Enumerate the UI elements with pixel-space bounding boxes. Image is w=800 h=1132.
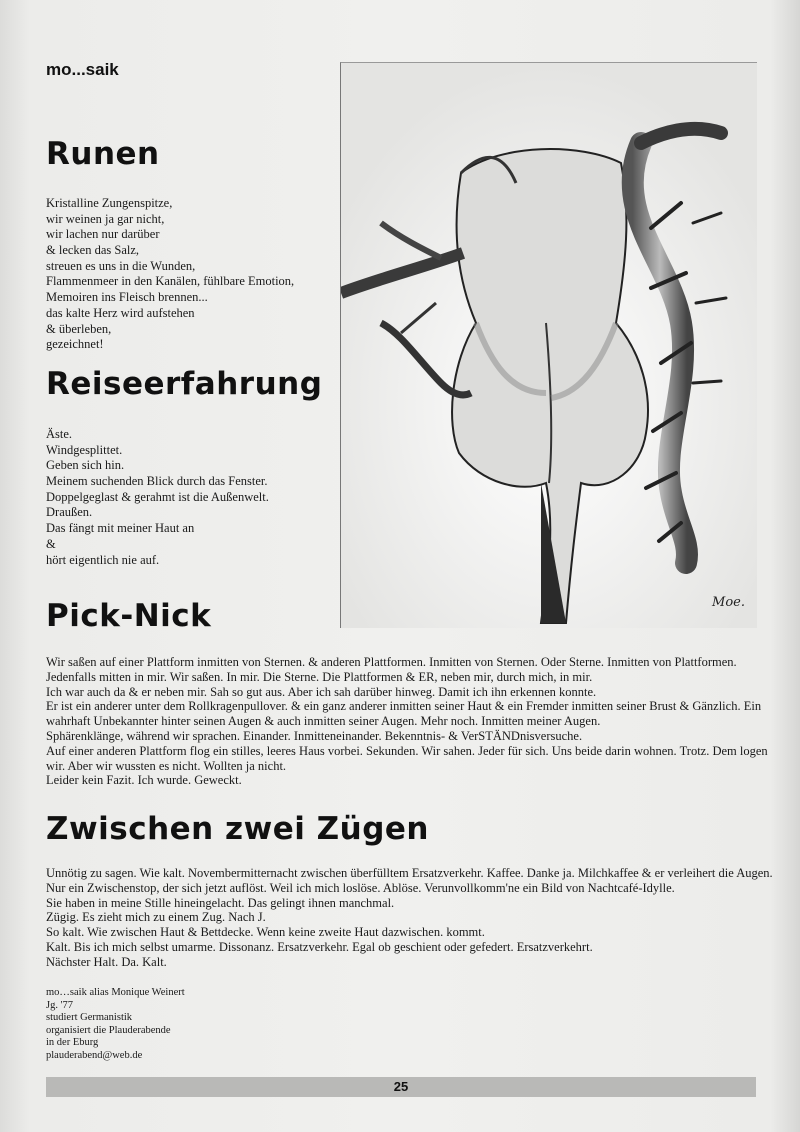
prose-line: Jedenfalls mitten in mir. Wir saßen. In mir. Die Sterne. Die Plattformen & ER, neben mir, durch mich, in mir.	[46, 669, 593, 684]
pencil-drawing-figure	[340, 62, 757, 628]
poem-line: Äste.	[46, 427, 73, 441]
prose-line: Kalt. Bis ich mich selbst umarme. Dissonanz. Ersatzverkehr. Egal ob geschient oder gefedert. Ersatzverkehrt.	[46, 939, 593, 954]
prose-line: So kalt. Wie zwischen Haut & Bettdecke. Wenn keine zweite Haut dazwischen. kommt.	[46, 925, 485, 940]
bio-line: in der Eburg	[46, 1037, 99, 1049]
prose-line: Unnötig zu sagen. Wie kalt. Novembermitternacht zwischen überfülltem Ersatzverkehr. Kaffee. Danke ja. Milchkaffee & er verleihert die Augen.	[46, 866, 773, 880]
poem-line: Windgesplittet.	[46, 442, 123, 457]
poem-title-runen: Runen	[46, 136, 160, 172]
bio-line: organisiert die Plauderabende	[46, 1024, 171, 1036]
poem-line: &	[46, 536, 56, 551]
poem-line: wir lachen nur darüber	[46, 227, 160, 242]
magazine-section-label: mo...saik	[46, 60, 119, 79]
poem-reiseerfahrung	[46, 427, 269, 568]
prose-picknick	[46, 655, 766, 788]
poem-line: Das fängt mit meiner Haut an	[46, 521, 195, 536]
poem-line: Meinem suchenden Blick durch das Fenster.	[46, 474, 268, 489]
author-bio	[46, 987, 185, 1063]
prose-line: Auf einer anderen Plattform flog ein stilles, leeres Haus vorbei. Sekunden. Wir sahen. Jeder für sich. Uns beide darin wohnen. Trotz. Dem logen	[46, 743, 768, 758]
prose-line: Nächster Halt. Da. Kalt.	[46, 954, 167, 969]
artist-signature: Moe.	[712, 595, 745, 610]
bio-line: studiert Germanistik	[46, 1012, 133, 1024]
prose-line: Zügig. Es zieht mich zu einem Zug. Nach J.	[46, 910, 266, 925]
footer-bar	[46, 1077, 756, 1097]
bio-email: plauderabend@web.de	[46, 1049, 143, 1061]
poem-line: & überleben,	[46, 321, 112, 336]
prose-line: wahrhaft Unbekannter hinter seinen Augen & auch inmitten seiner Augen. Mehr noch. Inmitten meiner Augen.	[46, 714, 601, 729]
poem-line: streuen es uns in die Wunden,	[46, 258, 196, 273]
poem-line: Flammenmeer in den Kanälen, fühlbare Emotion,	[46, 274, 295, 289]
drawing-illustration	[341, 63, 757, 628]
prose-line: Wir saßen auf einer Plattform inmitten von Sternen. & anderen Plattformen. Inmitten von Sternen. Oder Sterne. Inmitten von Plattformen.	[46, 655, 737, 669]
prose-line: Ich war auch da & er neben mir. Sah so gut aus. Aber ich sah darüber hinweg. Damit ich ihn erkennen konnte.	[46, 684, 597, 699]
poem-title-reiseerfahrung: Reiseerfahrung	[46, 366, 323, 402]
poem-line: Doppelgeglast & gerahmt ist die Außenwelt.	[46, 489, 269, 504]
prose-line: wir. Aber wir wussten es nicht. Wollten ja nicht.	[46, 758, 287, 773]
poem-line: Geben sich hin.	[46, 458, 125, 473]
prose-title-picknick: Pick-Nick	[46, 598, 212, 634]
poem-line: wir weinen ja gar nicht,	[46, 211, 165, 226]
prose-line: Sie haben in meine Stille hineingelacht. Das gelingt ihnen manchmal.	[46, 895, 395, 910]
bio-line: mo…saik alias Monique Weinert	[46, 987, 185, 998]
prose-line: Er ist ein anderer unter dem Rollkragenpullover. & ein ganz anderer inmitten seiner Haut & ein Fremder inmitten seiner Brust & Gänzlich. Ein	[46, 699, 762, 714]
poem-line: Draußen.	[46, 505, 93, 520]
poem-line: Memoiren ins Fleisch brennen...	[46, 290, 208, 305]
prose-line: Leider kein Fazit. Ich wurde. Geweckt.	[46, 773, 242, 788]
poem-runen	[46, 196, 294, 353]
poem-line: & lecken das Salz,	[46, 243, 140, 258]
bio-line: Jg. '77	[46, 999, 73, 1011]
poem-line: Kristalline Zungenspitze,	[46, 196, 173, 210]
poem-line: hört eigentlich nie auf.	[46, 552, 160, 567]
prose-line: Sphärenklänge, während wir sprachen. Einander. Inmitteneinander. Bekenntnis- & VerSTÄNDnisversuche.	[46, 728, 583, 743]
prose-line: Nur ein Zwischenstop, der sich jetzt auflöst. Weil ich mich loslöse. Ablöse. Verunvollkomm'ne ein Bild von Nachtcafé-Idylle.	[46, 880, 675, 895]
poem-line: das kalte Herz wird aufstehen	[46, 305, 195, 320]
poem-line: gezeichnet!	[46, 337, 104, 352]
prose-zuegen	[46, 866, 773, 970]
prose-title-zuegen: Zwischen zwei Zügen	[46, 811, 429, 847]
page-number: 25	[393, 1079, 409, 1094]
